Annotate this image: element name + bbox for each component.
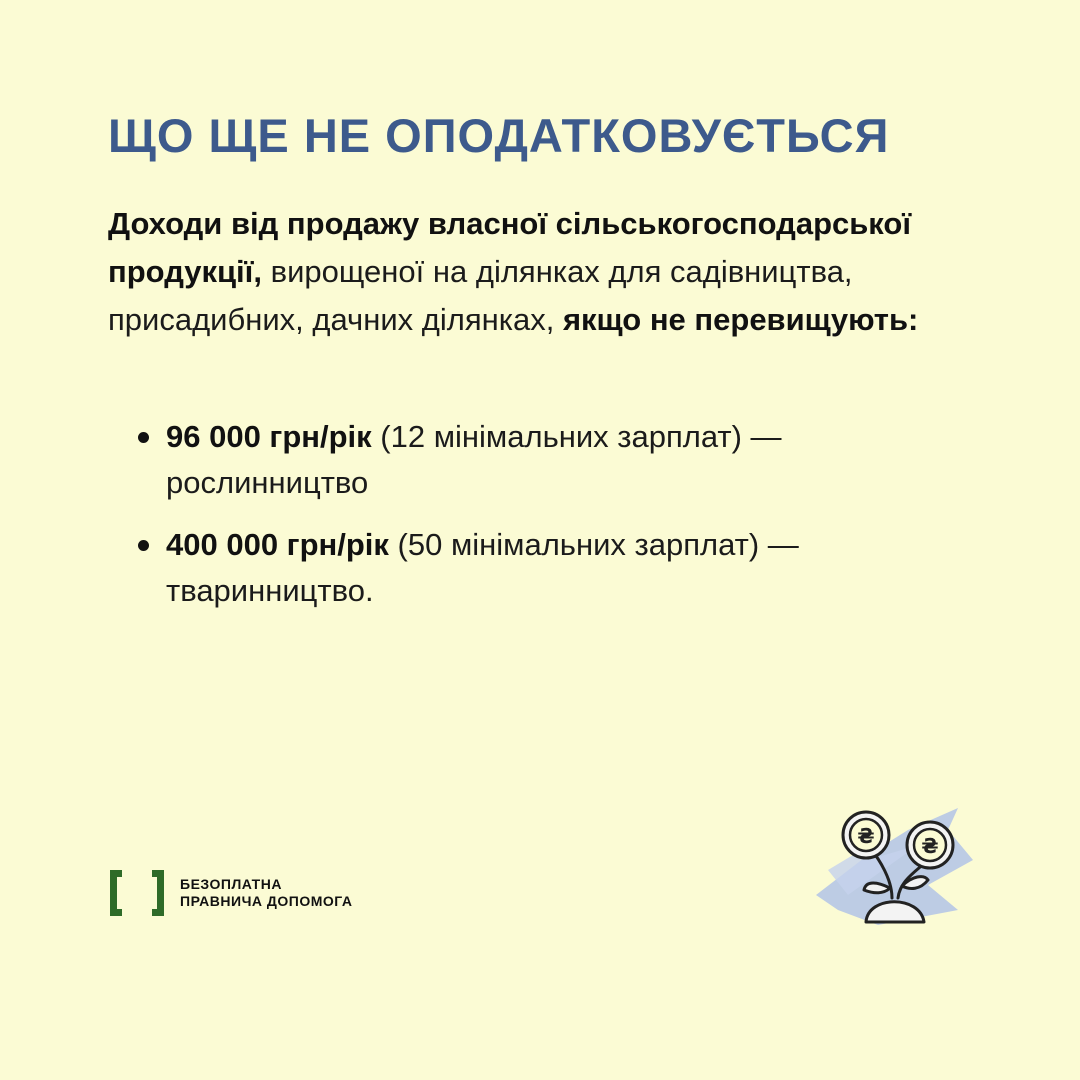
limit-description: (12 мінімальних зарплат) — рослинництво xyxy=(166,419,782,500)
bullet-icon xyxy=(138,540,149,551)
coin-symbol: ₴ xyxy=(921,834,939,858)
bullet-icon xyxy=(138,432,149,443)
limits-list xyxy=(130,414,970,630)
logo-text xyxy=(180,876,352,910)
lead-text: вирощеної на ділянках для садівництва, присадибних, дачних ділянках, xyxy=(108,254,853,337)
list-item xyxy=(130,522,970,614)
brand-logo xyxy=(108,868,352,918)
logo-line-1: БЕЗОПЛАТНА xyxy=(180,876,282,892)
money-plant-icon xyxy=(808,800,978,935)
limit-amount: 96 000 грн/рік xyxy=(166,419,372,454)
list-item xyxy=(130,414,970,506)
lead-paragraph xyxy=(108,200,988,344)
page-title: ЩО ЩЕ НЕ ОПОДАТКОВУЄТЬСЯ xyxy=(108,109,890,162)
coin-symbol: ₴ xyxy=(857,824,875,848)
limit-description: (50 мінімальних зарплат) — тваринництво. xyxy=(166,527,799,608)
lead-bold-intro: Доходи від продажу власної сільськогосподарської продукції, xyxy=(108,206,912,289)
logo-line-2: ПРАВНИЧА ДОПОМОГА xyxy=(180,893,353,909)
bracket-logo-icon xyxy=(108,868,166,918)
limit-amount: 400 000 грн/рік xyxy=(166,527,389,562)
lead-bold-condition: якщо не перевищують: xyxy=(562,302,919,337)
